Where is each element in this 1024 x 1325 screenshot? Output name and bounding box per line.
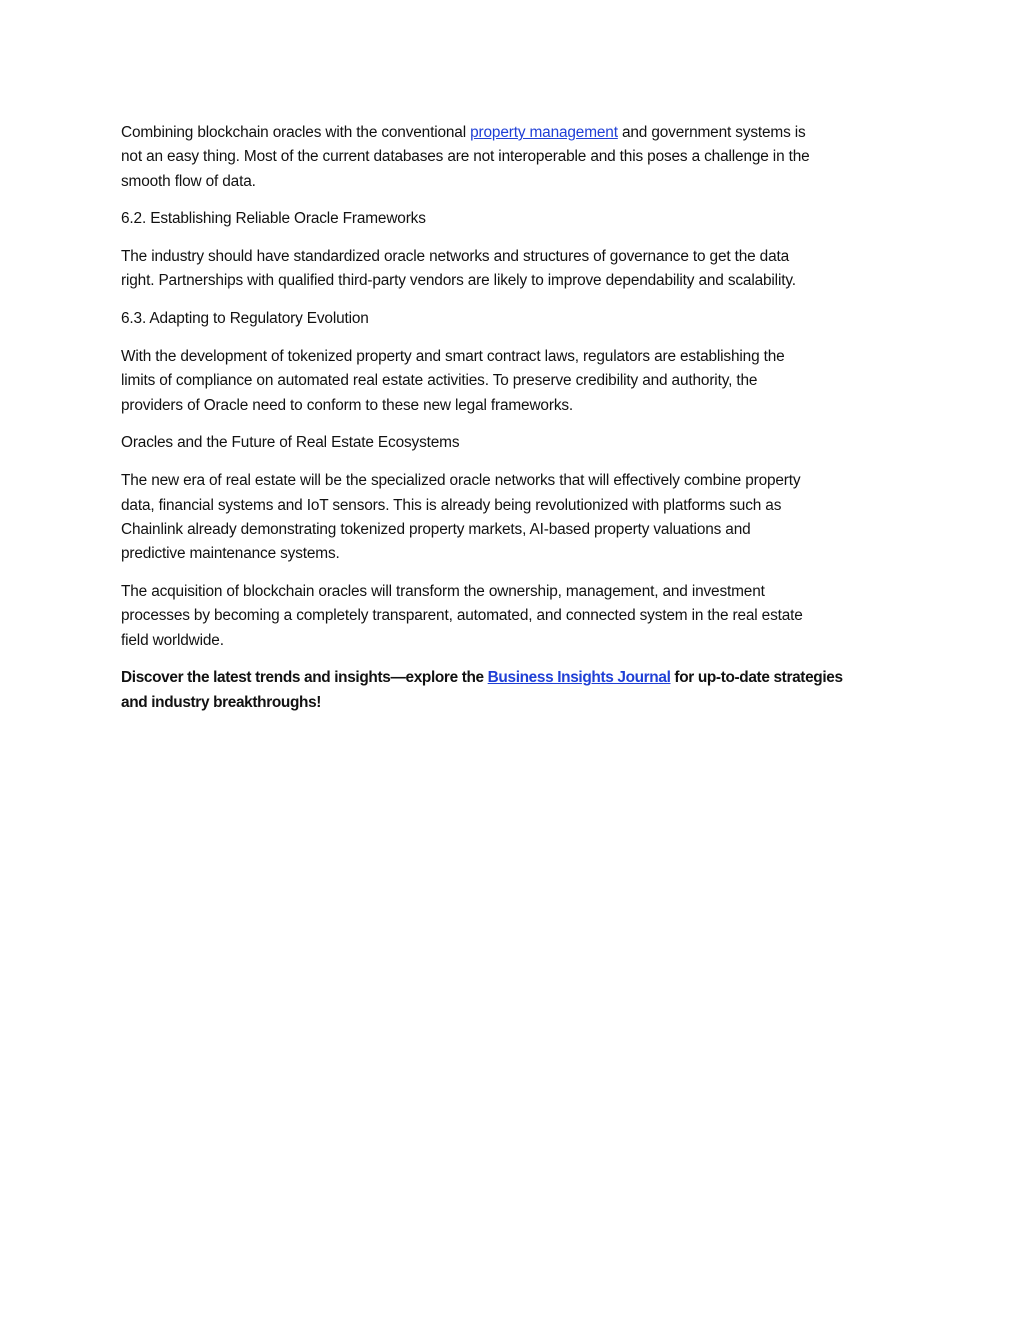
document-body: [121, 121, 921, 728]
call-to-action: Discover the latest trends and insights—explore the Business Insights Journal for up-to-date strategies and industry breakthroughs!: [121, 669, 843, 711]
paragraph-regulatory: With the development of tokenized property and smart contract laws, regulators are establishing the limits of compliance on automated real estate activities. To preserve credibility and authority, the providers of Oracle need to conform to these new legal frameworks.: [121, 348, 785, 414]
paragraph-integration: Combining blockchain oracles with the conventional property management and government systems is not an easy thing. Most of the current databases are not interoperable and this poses a challenge in the smooth flow of data.: [121, 124, 810, 190]
heading-6-2: 6.2. Establishing Reliable Oracle Frameworks: [121, 210, 426, 228]
paragraph-future: The new era of real estate will be the specialized oracle networks that will effectively combine property data, financial systems and IoT sensors. This is already being revolutionized with platforms such as Chainlink already demonstrating tokenized property markets, AI-based property valuations and predictive maintenance systems.: [121, 472, 801, 563]
paragraph-frameworks: The industry should have standardized oracle networks and structures of governance to get the data right. Partnerships with qualified third-party vendors are likely to improve dependability and scalability.: [121, 248, 796, 290]
heading-6-3: 6.3. Adapting to Regulatory Evolution: [121, 310, 369, 328]
business-insights-journal-link[interactable]: Business Insights Journal: [487, 669, 671, 687]
property-management-link[interactable]: property management: [470, 124, 618, 141]
heading-future: Oracles and the Future of Real Estate Ecosystems: [121, 434, 460, 452]
paragraph-acquisition: The acquisition of blockchain oracles will transform the ownership, management, and investment processes by becoming a completely transparent, automated, and connected system in the real estate field worldwide.: [121, 582, 803, 649]
